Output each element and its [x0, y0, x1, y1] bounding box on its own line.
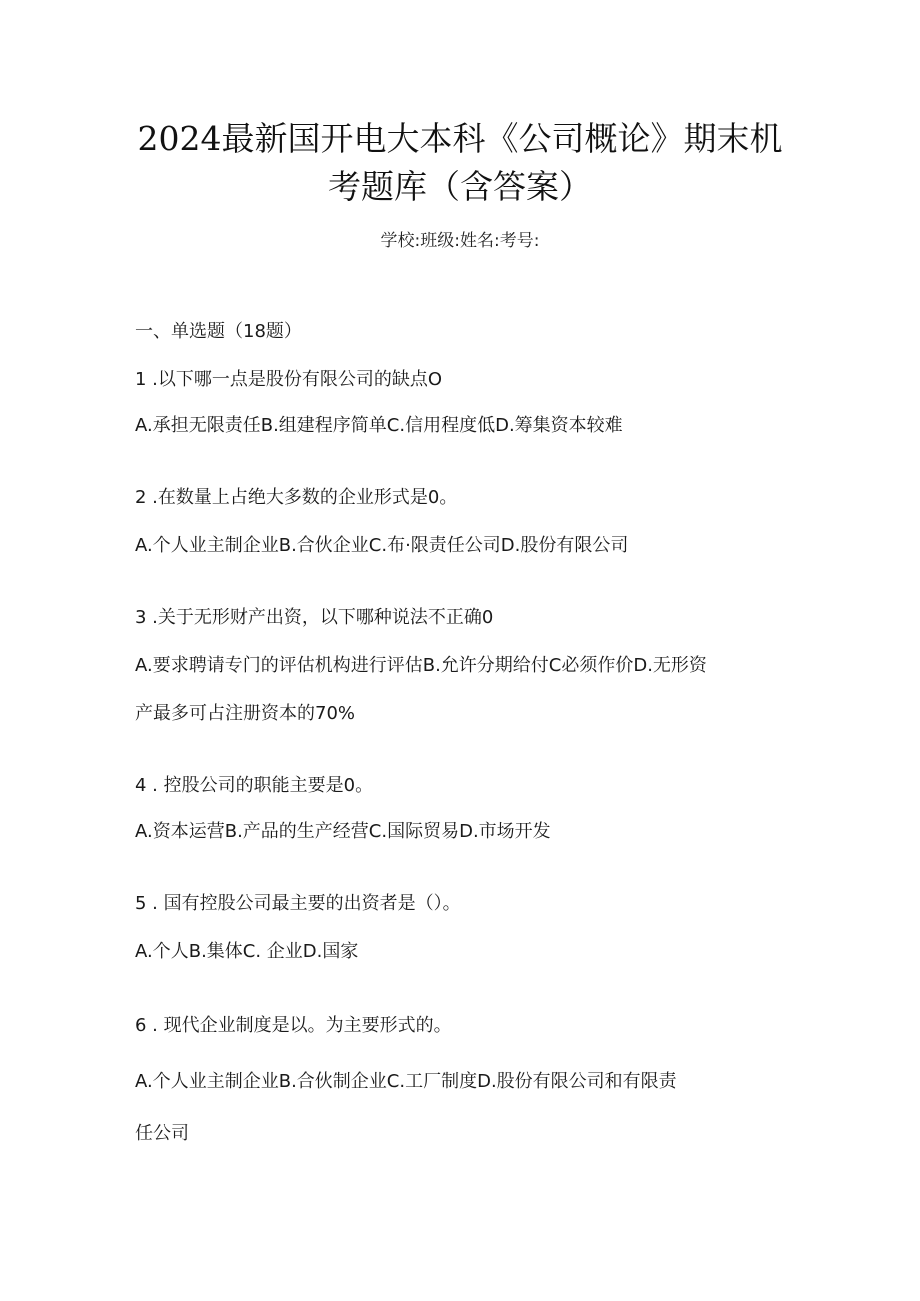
document-title-line-1: 2024最新国开电大本科《公司概论》期末机 [137, 119, 783, 158]
question-1-options: A.承担无限责任B.组建程序简单C.信用程度低D.筹集资本较难 [135, 415, 623, 436]
question-4-stem: 4 . 控股公司的职能主要是0。 [135, 775, 374, 796]
student-info-line: 学校:班级:姓名:考号: [380, 231, 540, 251]
question-6-options-continued: 任公司 [135, 1123, 189, 1144]
question-2-stem: 2 .在数量上占绝大多数的企业形式是0。 [135, 487, 458, 508]
question-2-options: A.个人业主制企业B.合伙企业C.布·限责任公司D.股份有限公司 [135, 535, 629, 556]
question-3-options-continued: 产最多可占注册资本的70% [135, 703, 356, 724]
question-6-options: A.个人业主制企业B.合伙制企业C.工厂制度D.股份有限公司和有限责 [135, 1071, 677, 1092]
question-1-stem: 1 .以下哪一点是股份有限公司的缺点O [135, 369, 443, 390]
document-title-line-2: 考题库（含答案） [328, 167, 592, 206]
question-6-stem: 6 . 现代企业制度是以。为主要形式的。 [135, 1015, 452, 1036]
question-5-options: A.个人B.集体C. 企业D.国家 [135, 941, 359, 962]
question-3-options: A.要求聘请专门的评估机构进行评估B.允许分期给付C必须作价D.无形资 [135, 655, 707, 676]
question-4-options: A.资本运营B.产品的生产经营C.国际贸易D.市场开发 [135, 821, 551, 842]
question-5-stem: 5 . 国有控股公司最主要的出资者是（）。 [135, 893, 461, 914]
question-3-stem: 3 .关于无形财产出资，以下哪种说法不正确0 [135, 607, 494, 628]
section-heading: 一、单选题（18题） [135, 321, 302, 342]
